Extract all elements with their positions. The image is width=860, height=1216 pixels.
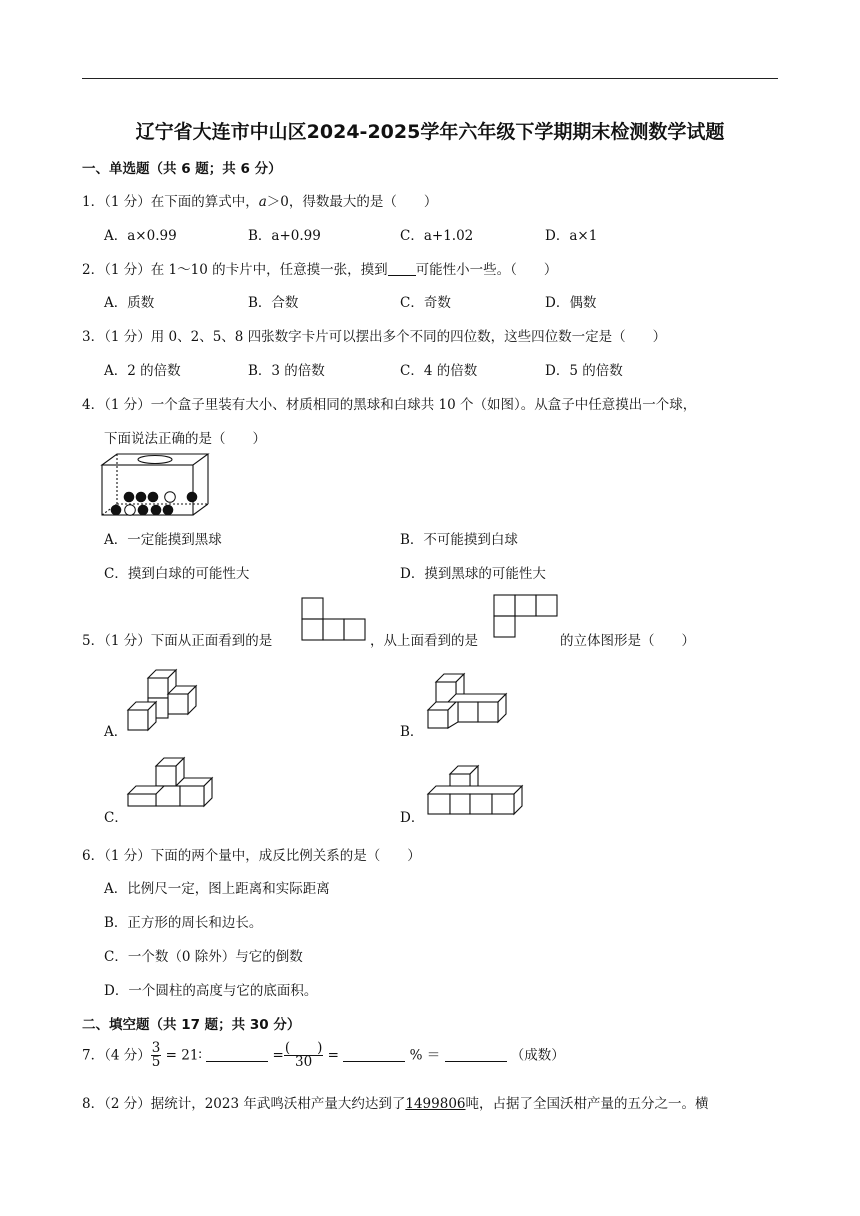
question-2: 2．（1 分）在 1～10 的卡片中，任意摸一张，摸到 可能性小一些。（ ）	[82, 262, 558, 278]
q5-option-c-figure	[126, 756, 218, 814]
question-7: 7．（4 分） $\frac{3}{5}$ = 21∶ = $\frac{( )}{30}$ = % ＝ （成数）	[82, 1040, 565, 1070]
q1-option-a[interactable]: A．a×0.99	[104, 228, 177, 244]
page-title: 辽宁省大连市中山区2024-2025学年六年级下学期期末检测数学试题	[135, 121, 725, 143]
q6-option-b[interactable]: B．正方形的周长和边长。	[104, 915, 263, 931]
q1-option-b[interactable]: B．a+0.99	[248, 228, 321, 244]
question-1	[82, 190, 437, 210]
q8-underlined-number: 1499806	[405, 1096, 466, 1112]
q3-option-b[interactable]: B．3 的倍数	[248, 363, 325, 379]
q7-fraction-1: $\frac{3}{5}$	[151, 1040, 161, 1070]
q1-option-c[interactable]: C．a+1.02	[400, 228, 474, 244]
q6-option-a[interactable]: A．比例尺一定，图上距离和实际距离	[104, 881, 330, 897]
q7-blank-3[interactable]	[445, 1049, 507, 1062]
q6-option-c[interactable]: C．一个数（0 除外）与它的倒数	[104, 949, 303, 965]
question-4-line2: 下面说法正确的是（ ）	[104, 431, 266, 447]
q4-option-b[interactable]: B．不可能摸到白球	[400, 532, 518, 548]
section-heading-1: 一、单选题（共 6 题；共 6 分）	[82, 161, 282, 177]
question-3: 3．（1 分）用 0、2、5、8 四张数字卡片可以摆出多个不同的四位数，这些四位数一定是（ ）	[82, 329, 667, 345]
q3-option-d[interactable]: D．5 的倍数	[545, 363, 623, 379]
q2-option-d[interactable]: D．偶数	[545, 295, 597, 311]
q2-option-b[interactable]: B．合数	[248, 295, 299, 311]
q5-option-b-figure	[426, 672, 516, 730]
q1-option-d[interactable]: D．a×1	[545, 228, 598, 244]
q1-stem-b: ＞0，得数最大的是（ ）	[266, 194, 438, 210]
q2-blank[interactable]	[388, 263, 416, 276]
q5-option-b[interactable]: B．	[400, 724, 424, 740]
q7-blank-1[interactable]	[206, 1049, 268, 1062]
question-6: 6．（1 分）下面的两个量中，成反比例关系的是（ ）	[82, 848, 421, 864]
q3-option-a[interactable]: A．2 的倍数	[104, 363, 181, 379]
q5-option-d-figure	[426, 764, 526, 818]
q5-option-d[interactable]: D．	[400, 810, 425, 826]
header-rule	[82, 78, 778, 79]
q6-option-d[interactable]: D．一个圆柱的高度与它的底面积。	[104, 983, 318, 999]
q2-option-c[interactable]: C．奇数	[400, 295, 451, 311]
section-heading-2: 二、填空题（共 17 题；共 30 分）	[82, 1017, 301, 1033]
ball-box-figure	[100, 451, 210, 519]
q5-stem-b: ，从上面看到的是	[370, 633, 478, 649]
q1-var: a	[258, 194, 267, 210]
front-view-figure	[301, 597, 369, 643]
q5-option-c[interactable]: C．	[104, 810, 128, 826]
q4-option-c[interactable]: C．摸到白球的可能性大	[104, 566, 250, 582]
q3-option-c[interactable]: C．4 的倍数	[400, 363, 478, 379]
q4-option-a[interactable]: A．一定能摸到黑球	[104, 532, 222, 548]
q5-stem-a: 5．（1 分）下面从正面看到的是	[82, 633, 273, 649]
question-4-line1: 4．（1 分）一个盒子里装有大小、材质相同的黑球和白球共 10 个（如图）。从盒子中任意摸出一个球，	[82, 397, 697, 413]
q7-blank-2[interactable]	[343, 1049, 405, 1062]
top-view-figure	[493, 594, 561, 640]
q5-option-a[interactable]: A．	[104, 724, 128, 740]
q1-stem-a: 1．（1 分）在下面的算式中，	[82, 194, 259, 210]
q5-stem-c: 的立体图形是（ ）	[560, 633, 695, 649]
q2-option-a[interactable]: A．质数	[104, 295, 155, 311]
q4-option-d[interactable]: D．摸到黑球的可能性大	[400, 566, 546, 582]
q5-option-a-figure	[126, 662, 206, 736]
q7-fraction-2[interactable]: $\frac{( )}{30}$	[284, 1040, 323, 1070]
question-8: 8．（2 分）据统计，2023 年武鸣沃柑产量大约达到了1499806吨，占据了全国沃柑产量的五分之一。横	[82, 1096, 709, 1112]
